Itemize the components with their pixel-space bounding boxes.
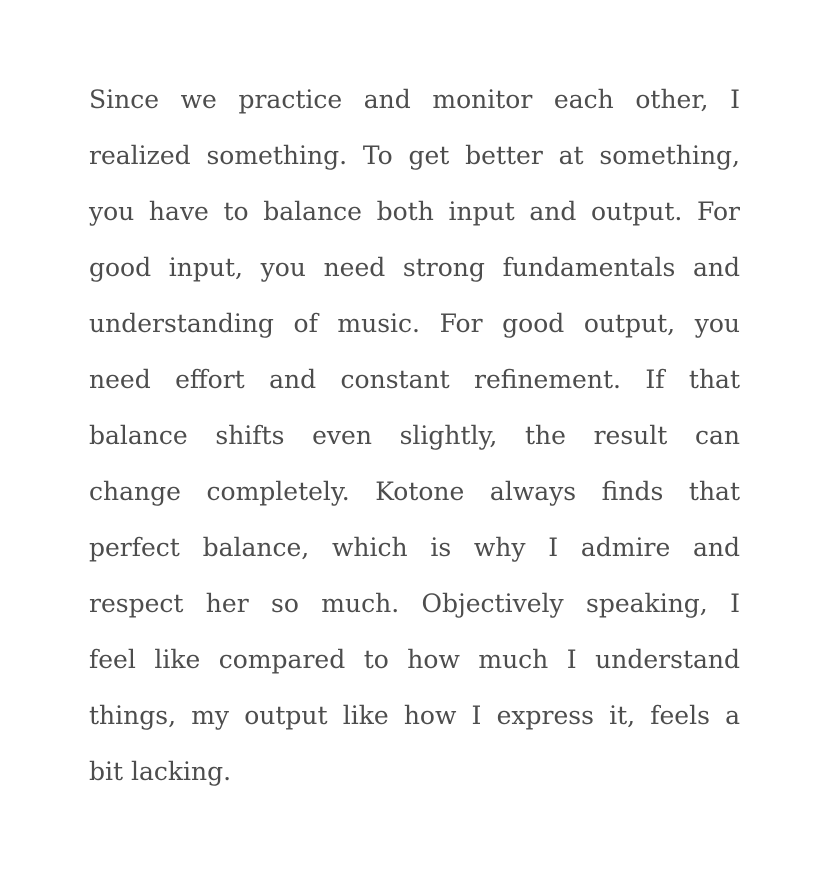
paragraph-line-9: perfect balance, which is why I admire and xyxy=(89,533,740,562)
body-paragraph xyxy=(89,72,740,800)
paragraph-line-8: change completely. Kotone always finds that xyxy=(89,477,740,506)
paragraph-line-3: you have to balance both input and output. For xyxy=(89,197,740,226)
paragraph-line-12: things, my output like how I express it, feels a xyxy=(89,701,740,730)
paragraph-line-13: bit lacking. xyxy=(89,757,232,786)
paragraph-line-11: feel like compared to how much I understand xyxy=(89,645,740,674)
paragraph-line-1: Since we practice and monitor each other, I xyxy=(89,85,740,114)
paragraph-line-6: need effort and constant refinement. If that xyxy=(89,365,740,394)
paragraph-line-10: respect her so much. Objectively speaking, I xyxy=(89,589,740,618)
paragraph-line-4: good input, you need strong fundamentals and xyxy=(89,253,740,282)
paragraph-line-5: understanding of music. For good output, you xyxy=(89,309,740,338)
paragraph-line-7: balance shifts even slightly, the result can xyxy=(89,421,740,450)
paragraph-line-2: realized something. To get better at something, xyxy=(89,141,740,170)
